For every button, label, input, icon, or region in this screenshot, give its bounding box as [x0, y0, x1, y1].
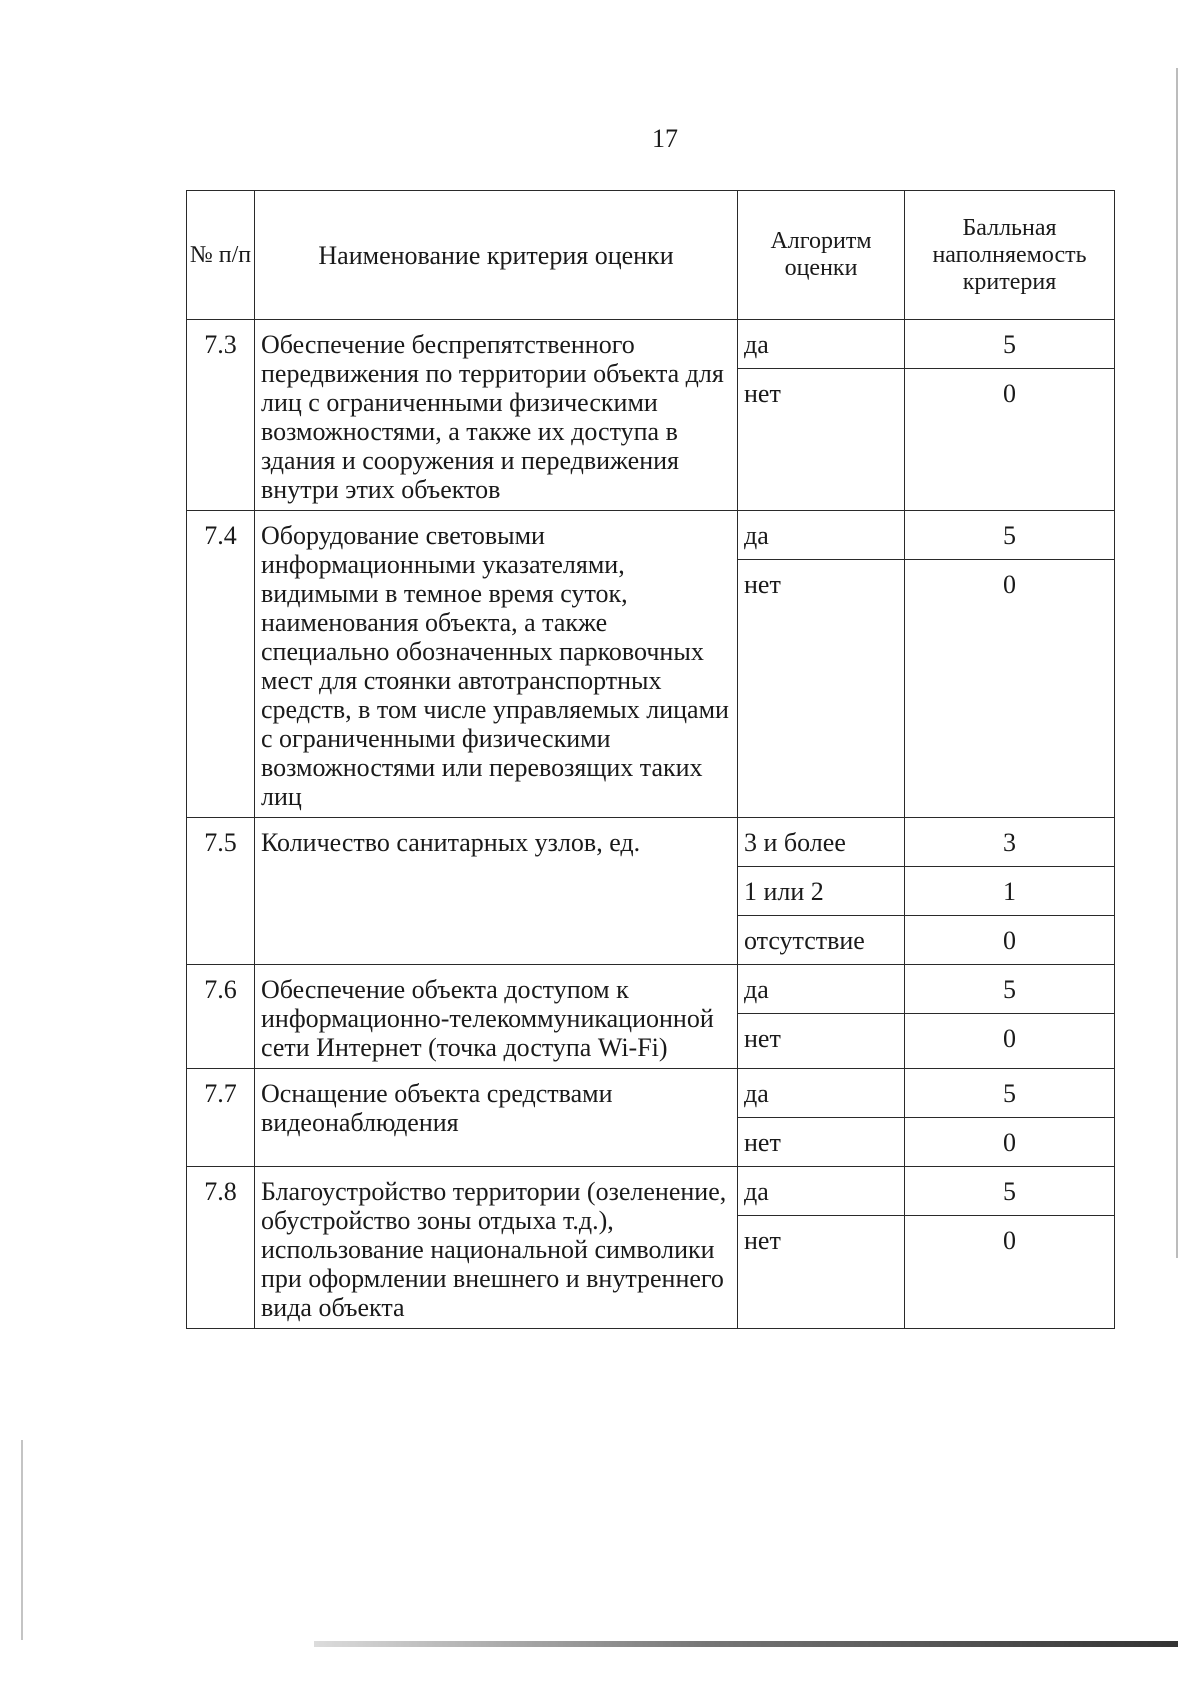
row-score: 0	[905, 1014, 1115, 1069]
row-score: 5	[905, 511, 1115, 560]
row-criterion-name: Количество санитарных узлов, ед.	[255, 818, 738, 965]
table-row	[187, 1167, 1115, 1216]
row-score: 3	[905, 818, 1115, 867]
row-score: 0	[905, 1216, 1115, 1329]
row-num: 7.4	[187, 511, 255, 818]
row-criterion-name: Оборудование световыми информационными указателями, видимыми в темное время суток, наименования объекта, а также специально обозначенных парковочных мест для стоянки автотранспортных средств, в том числе управляемых лицами с ограниченными физическими возможностями или перевозящих таких лиц	[255, 511, 738, 818]
row-algorithm: нет	[738, 369, 905, 511]
criteria-table	[186, 190, 1115, 1329]
scan-edge-right	[1176, 68, 1178, 1258]
row-algorithm: нет	[738, 560, 905, 818]
row-num: 7.7	[187, 1069, 255, 1167]
scan-edge-bottom	[314, 1641, 1178, 1647]
row-num: 7.6	[187, 965, 255, 1069]
row-algorithm: да	[738, 965, 905, 1014]
table-row	[187, 511, 1115, 560]
row-criterion-name: Обеспечение беспрепятственного передвижения по территории объекта для лиц с ограниченными физическими возможностями, а также их доступа в здания и сооружения и передвижения внутри этих объектов	[255, 320, 738, 511]
header-score: Балльная наполняемость критерия	[905, 191, 1115, 320]
row-algorithm: отсутствие	[738, 916, 905, 965]
row-num: 7.8	[187, 1167, 255, 1329]
row-num: 7.3	[187, 320, 255, 511]
row-criterion-name: Обеспечение объекта доступом к информационно-телекоммуникационной сети Интернет (точка доступа Wi-Fi)	[255, 965, 738, 1069]
page-number: 17	[652, 124, 678, 153]
scan-edge-left	[21, 1440, 23, 1640]
row-score: 0	[905, 1118, 1115, 1167]
row-score: 5	[905, 320, 1115, 369]
row-score: 1	[905, 867, 1115, 916]
row-num: 7.5	[187, 818, 255, 965]
row-score: 0	[905, 916, 1115, 965]
table-header-row	[187, 191, 1115, 320]
row-algorithm: 1 или 2	[738, 867, 905, 916]
row-algorithm: нет	[738, 1014, 905, 1069]
header-algorithm: Алгоритм оценки	[738, 191, 905, 320]
row-score: 5	[905, 1167, 1115, 1216]
row-algorithm: да	[738, 320, 905, 369]
table-row	[187, 320, 1115, 369]
row-algorithm: да	[738, 1167, 905, 1216]
row-algorithm: нет	[738, 1118, 905, 1167]
row-algorithm: нет	[738, 1216, 905, 1329]
header-num: № п/п	[187, 191, 255, 320]
header-name: Наименование критерия оценки	[255, 191, 738, 320]
row-criterion-name: Благоустройство территории (озеленение, обустройство зоны отдыха т.д.), использование национальной символики при оформлении внешнего и внутреннего вида объекта	[255, 1167, 738, 1329]
row-algorithm: да	[738, 1069, 905, 1118]
row-score: 5	[905, 965, 1115, 1014]
row-criterion-name: Оснащение объекта средствами видеонаблюдения	[255, 1069, 738, 1167]
table-row	[187, 1069, 1115, 1118]
table-row	[187, 818, 1115, 867]
row-algorithm: да	[738, 511, 905, 560]
row-score: 0	[905, 560, 1115, 818]
row-score: 5	[905, 1069, 1115, 1118]
table-row	[187, 965, 1115, 1014]
row-score: 0	[905, 369, 1115, 511]
row-algorithm: 3 и более	[738, 818, 905, 867]
